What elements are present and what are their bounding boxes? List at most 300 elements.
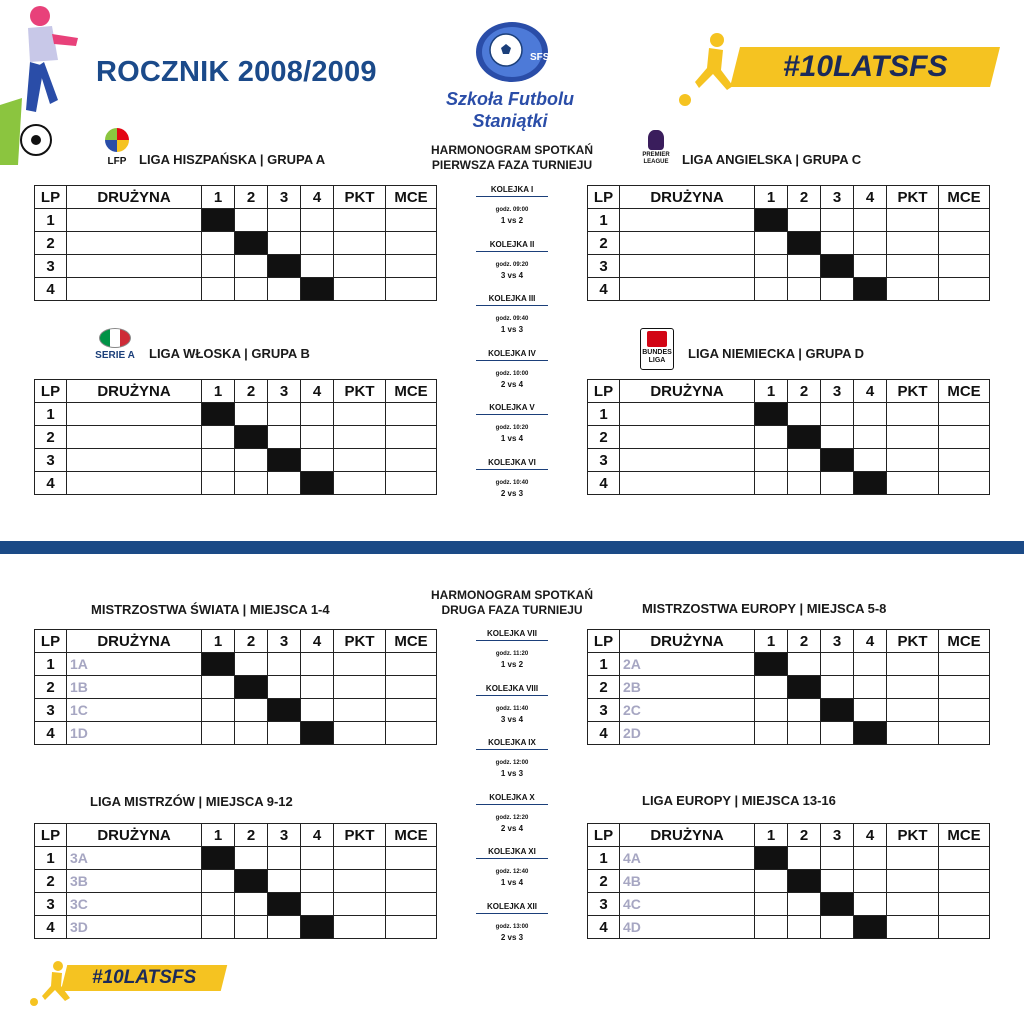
round-label: KOLEJKA II [476,240,548,252]
table-row [588,847,990,870]
blocked-cell [301,722,334,745]
result-cell [301,653,334,676]
row-number: 1 [588,209,620,232]
column-header: MCE [386,380,437,403]
column-header: 4 [301,186,334,209]
row-number: 2 [588,870,620,893]
result-cell [821,209,854,232]
row-number: 4 [35,472,67,495]
round-label: KOLEJKA X [476,793,548,805]
row-number: 4 [35,916,67,939]
row-number: 4 [588,916,620,939]
result-cell [235,403,268,426]
result-cell [235,209,268,232]
round-match: 2 vs 3 [500,488,524,498]
column-header: PKT [334,824,386,847]
points-cell [334,255,386,278]
result-cell [755,278,788,301]
round-time: godz. 12:00 [495,760,529,766]
schedule-round [472,185,552,225]
column-header: MCE [939,630,990,653]
column-header: 3 [821,380,854,403]
schedule-round [472,847,552,887]
round-time: godz. 11:20 [495,651,529,657]
result-cell [301,847,334,870]
team-cell [620,255,755,278]
points-cell [887,449,939,472]
phase1-heading-line1: HARMONOGRAM SPOTKAŃ [431,143,593,157]
team-cell [67,232,202,255]
table-row [35,699,437,722]
result-cell [235,653,268,676]
points-cell [334,893,386,916]
team-cell: 4C [620,893,755,916]
place-cell [939,209,990,232]
blocked-cell [268,255,301,278]
row-number: 2 [588,232,620,255]
table-row [588,722,990,745]
place-cell [939,722,990,745]
table-row [35,209,437,232]
result-cell [301,255,334,278]
standings-table [587,823,990,939]
points-cell [887,403,939,426]
result-cell [755,449,788,472]
result-cell [755,916,788,939]
column-header: PKT [887,824,939,847]
result-cell [235,449,268,472]
round-match: 1 vs 4 [500,434,524,443]
row-number: 2 [35,232,67,255]
result-cell [854,403,887,426]
place-cell [386,916,437,939]
points-cell [334,232,386,255]
result-cell [268,676,301,699]
points-cell [887,472,939,495]
result-cell [268,870,301,893]
round-label: KOLEJKA VI [476,458,548,470]
table-row [588,893,990,916]
phase2-heading-line1: HARMONOGRAM SPOTKAŃ [431,588,593,602]
points-cell [887,278,939,301]
place-cell [386,653,437,676]
result-cell [202,722,235,745]
team-cell: 3C [67,893,202,916]
points-cell [334,916,386,939]
place-cell [939,893,990,916]
row-number: 2 [35,676,67,699]
place-cell [386,232,437,255]
blocked-cell [235,426,268,449]
team-cell: 2B [620,676,755,699]
blocked-cell [755,847,788,870]
blocked-cell [821,255,854,278]
team-cell [67,209,202,232]
result-cell [854,676,887,699]
points-cell [887,870,939,893]
column-header: 2 [788,380,821,403]
result-cell [202,278,235,301]
runner-silhouette-icon [677,30,737,110]
column-header: MCE [939,380,990,403]
blocked-cell [268,699,301,722]
schedule-round [472,240,552,280]
hashtag-badge [730,47,1000,87]
place-cell [386,426,437,449]
points-cell [334,426,386,449]
points-cell [887,722,939,745]
column-header: 2 [235,186,268,209]
team-cell: 3B [67,870,202,893]
standings-table [587,379,990,495]
place-cell [386,870,437,893]
schedule-round [472,793,552,833]
table-row [588,426,990,449]
blocked-cell [788,870,821,893]
points-cell [334,653,386,676]
team-cell [620,426,755,449]
round-match: 3 vs 4 [500,270,524,280]
column-header: DRUŻYNA [67,630,202,653]
place-cell [939,278,990,301]
result-cell [268,403,301,426]
schedule-round [472,294,552,334]
table-row [588,232,990,255]
result-cell [755,472,788,495]
table-row [35,232,437,255]
result-cell [268,653,301,676]
round-time: godz. 12:40 [495,869,529,875]
table-row [588,870,990,893]
round-label: KOLEJKA VIII [476,684,548,696]
result-cell [788,209,821,232]
result-cell [301,699,334,722]
blocked-cell [755,403,788,426]
points-cell [334,449,386,472]
standings-table [34,379,437,495]
blocked-cell [821,699,854,722]
table-row [35,403,437,426]
result-cell [268,722,301,745]
team-cell: 2A [620,653,755,676]
team-cell [620,209,755,232]
team-cell: 2C [620,699,755,722]
result-cell [268,278,301,301]
result-cell [202,449,235,472]
crest-letters: SFS [530,52,550,63]
team-cell [620,278,755,301]
row-number: 4 [588,278,620,301]
row-number: 1 [588,403,620,426]
column-header: PKT [887,630,939,653]
column-header: 1 [202,630,235,653]
team-cell: 1D [67,722,202,745]
footer-hashtag-text: #10LATSFS [91,967,197,988]
points-cell [334,676,386,699]
points-cell [887,699,939,722]
points-cell [887,426,939,449]
result-cell [235,847,268,870]
team-cell: 4B [620,870,755,893]
serie-a-logo-text: SERIE A [95,350,135,361]
result-cell [854,209,887,232]
column-header: 3 [268,824,301,847]
column-header: PKT [887,186,939,209]
round-label: KOLEJKA XI [476,847,548,859]
column-header: PKT [334,630,386,653]
school-name-line2: Staniątki [472,111,548,131]
round-match: 2 vs 3 [500,932,524,942]
result-cell [854,870,887,893]
team-cell [67,472,202,495]
column-header: 1 [755,186,788,209]
blocked-cell [788,676,821,699]
blocked-cell [755,653,788,676]
result-cell [821,676,854,699]
row-number: 3 [35,699,67,722]
row-number: 4 [35,722,67,745]
result-cell [202,699,235,722]
result-cell [301,893,334,916]
column-header: MCE [939,186,990,209]
result-cell [268,916,301,939]
column-header: MCE [386,186,437,209]
column-header: 2 [788,824,821,847]
points-cell [334,870,386,893]
table-row [35,449,437,472]
column-header: MCE [386,824,437,847]
column-header: 2 [235,824,268,847]
round-label: KOLEJKA IV [476,349,548,361]
table-row [35,722,437,745]
result-cell [788,278,821,301]
column-header: 3 [821,630,854,653]
column-header: 1 [202,824,235,847]
result-cell [301,209,334,232]
column-header: 4 [854,630,887,653]
place-cell [939,403,990,426]
group-a-title: LIGA HISZPAŃSKA | GRUPA A [139,152,326,167]
result-cell [755,870,788,893]
team-cell [67,278,202,301]
result-cell [301,676,334,699]
points-cell [887,209,939,232]
column-header: DRUŻYNA [620,186,755,209]
column-header: LP [588,186,620,209]
place-cell [939,426,990,449]
result-cell [755,676,788,699]
blocked-cell [202,847,235,870]
column-header: LP [588,630,620,653]
points-cell [887,653,939,676]
place-cell [939,472,990,495]
place-cell [386,403,437,426]
place-cell [386,893,437,916]
standings-table [34,823,437,939]
place-cell [939,916,990,939]
points-cell [334,472,386,495]
team-cell: 3D [67,916,202,939]
table-row [588,278,990,301]
blocked-cell [788,426,821,449]
round-time: godz. 09:00 [495,207,529,213]
result-cell [755,255,788,278]
blocked-cell [235,870,268,893]
table-row [588,699,990,722]
result-cell [821,278,854,301]
round-time: godz. 10:40 [495,479,529,486]
schedule-round [472,629,552,669]
round-time: godz. 09:20 [495,261,529,268]
round-match: 1 vs 2 [500,660,524,669]
column-header: DRUŻYNA [620,630,755,653]
column-header: MCE [386,630,437,653]
round-label: KOLEJKA V [476,403,548,415]
result-cell [235,916,268,939]
row-number: 1 [35,847,67,870]
school-crest-icon [474,20,550,84]
table-row [35,255,437,278]
result-cell [821,232,854,255]
place-cell [939,232,990,255]
row-number: 3 [35,893,67,916]
result-cell [788,403,821,426]
result-cell [854,232,887,255]
round-time: godz. 12:20 [495,814,529,821]
blocked-cell [235,676,268,699]
column-header: 3 [821,824,854,847]
schedule-round [472,902,552,942]
row-number: 2 [588,426,620,449]
blocked-cell [854,278,887,301]
column-header: 1 [755,380,788,403]
row-number: 3 [588,893,620,916]
result-cell [854,449,887,472]
column-header: DRUŻYNA [67,186,202,209]
result-cell [821,722,854,745]
result-cell [788,653,821,676]
table-row [588,653,990,676]
place-cell [386,676,437,699]
place-cell [386,722,437,745]
team-cell: 4D [620,916,755,939]
result-cell [301,426,334,449]
phase2-heading-line2: DRUGA FAZA TURNIEJU [441,603,583,617]
place-cell [386,847,437,870]
row-number: 3 [35,255,67,278]
result-cell [755,893,788,916]
row-number: 4 [588,472,620,495]
points-cell [334,209,386,232]
points-cell [887,255,939,278]
row-number: 1 [35,653,67,676]
place-cell [939,653,990,676]
team-cell [67,449,202,472]
euro-title: MISTRZOSTWA EUROPY | MIEJSCA 5-8 [642,601,887,616]
result-cell [821,847,854,870]
points-cell [887,232,939,255]
blocked-cell [755,209,788,232]
place-cell [939,449,990,472]
table-row [35,653,437,676]
points-cell [334,403,386,426]
table-row [35,676,437,699]
bundesliga-logo-text: BUNDES LIGA [642,349,672,364]
column-header: DRUŻYNA [620,380,755,403]
round-match: 2 vs 4 [500,379,524,389]
row-number: 4 [588,722,620,745]
column-header: 4 [854,380,887,403]
school-name-line1: Szkoła Futbolu [446,89,574,109]
result-cell [788,893,821,916]
team-cell: 2D [620,722,755,745]
result-cell [268,426,301,449]
result-cell [301,449,334,472]
round-label: KOLEJKA I [476,185,548,197]
group-c-title: LIGA ANGIELSKA | GRUPA C [682,152,862,167]
result-cell [755,426,788,449]
place-cell [939,699,990,722]
schedule-round [472,349,552,389]
result-cell [788,847,821,870]
row-number: 2 [35,870,67,893]
team-cell [67,426,202,449]
place-cell [386,278,437,301]
place-cell [939,676,990,699]
column-header: LP [35,824,67,847]
round-label: KOLEJKA IX [476,738,548,750]
table-row [588,449,990,472]
round-match: 1 vs 3 [500,325,524,334]
column-header: 1 [202,186,235,209]
column-header: 2 [235,380,268,403]
round-match: 3 vs 4 [500,714,524,724]
table-row [588,255,990,278]
table-row [35,472,437,495]
team-cell: 1B [67,676,202,699]
result-cell [268,232,301,255]
column-header: DRUŻYNA [67,380,202,403]
blocked-cell [268,893,301,916]
group-b-title: LIGA WŁOSKA | GRUPA B [149,346,310,361]
column-header: 3 [268,380,301,403]
row-number: 1 [35,209,67,232]
team-cell: 1C [67,699,202,722]
row-number: 3 [588,255,620,278]
result-cell [202,870,235,893]
blocked-cell [301,916,334,939]
round-time: godz. 11:40 [495,705,529,712]
blocked-cell [854,916,887,939]
result-cell [235,893,268,916]
result-cell [202,893,235,916]
column-header: 3 [268,186,301,209]
round-match: 1 vs 3 [500,769,524,778]
row-number: 3 [35,449,67,472]
place-cell [939,870,990,893]
table-row [35,847,437,870]
result-cell [821,472,854,495]
result-cell [301,232,334,255]
team-cell [67,403,202,426]
round-match: 2 vs 4 [500,823,524,833]
standings-table [34,629,437,745]
team-cell: 1A [67,653,202,676]
table-row [588,209,990,232]
blocked-cell [854,472,887,495]
result-cell [821,870,854,893]
table-row [35,916,437,939]
